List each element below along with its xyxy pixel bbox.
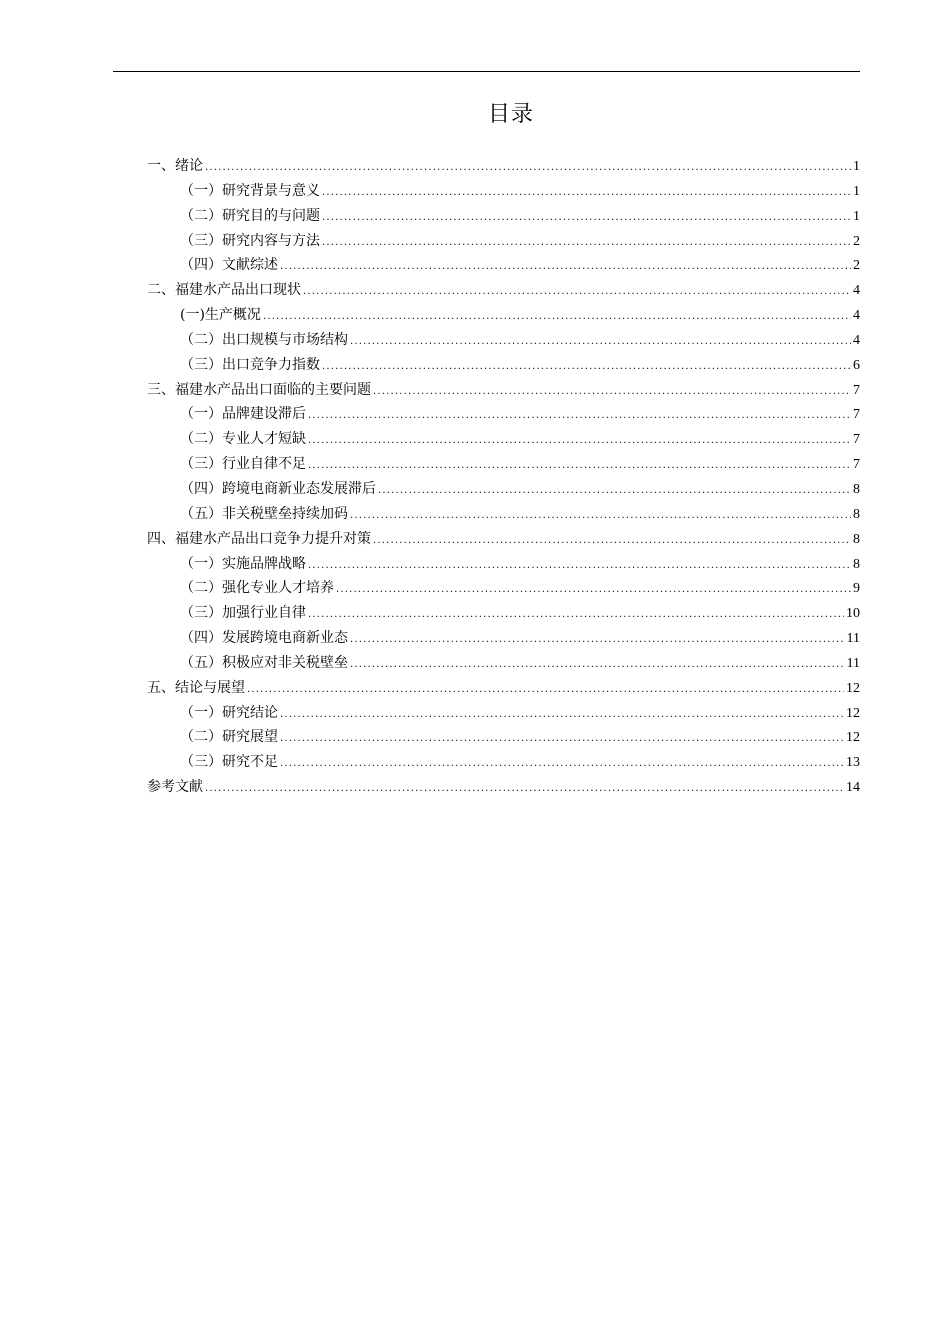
toc-entry-label: （三）研究内容与方法 (180, 232, 320, 249)
toc-page-number: 8 (853, 481, 860, 497)
toc-entry-label: （五）非关税壁垒持续加码 (180, 505, 348, 522)
toc-section-entry[interactable] (147, 179, 860, 204)
toc-dot-leader (308, 411, 851, 421)
toc-dot-leader (205, 163, 851, 173)
toc-dot-leader (322, 238, 851, 248)
toc-section-entry[interactable] (147, 229, 860, 254)
table-of-contents (147, 154, 860, 800)
toc-section-entry[interactable] (147, 576, 860, 601)
toc-chapter-entry[interactable] (147, 154, 860, 179)
toc-page-number: 9 (853, 581, 860, 597)
toc-dot-leader (350, 337, 851, 347)
toc-chapter-entry[interactable] (147, 378, 860, 403)
toc-page-number: 8 (853, 531, 860, 547)
toc-page-number: 8 (853, 506, 860, 522)
toc-entry-label: （三）加强行业自律 (180, 605, 306, 622)
toc-dot-leader (350, 511, 851, 521)
toc-entry-label: （三）行业自律不足 (180, 456, 306, 473)
toc-page-number: 7 (853, 457, 860, 473)
toc-dot-leader (280, 262, 851, 272)
toc-entry-label: 三、福建水产品出口面临的主要问题 (147, 381, 371, 398)
toc-dot-leader (378, 486, 851, 496)
toc-page-number: 10 (846, 606, 860, 622)
toc-entry-label: （二）强化专业人才培养 (180, 580, 334, 597)
page-title: 目录 (487, 102, 534, 127)
toc-page-number: 11 (846, 655, 860, 671)
toc-dot-leader (308, 610, 844, 620)
toc-dot-leader (350, 660, 845, 670)
toc-section-entry[interactable] (147, 502, 860, 527)
toc-dot-leader (280, 710, 844, 720)
toc-entry-label: （三）出口竞争力指数 (180, 356, 320, 373)
toc-entry-label: （二）研究展望 (180, 729, 278, 746)
toc-entry-label: （一）研究结论 (180, 704, 278, 721)
toc-entry-label: (一)生产概况 (180, 307, 261, 324)
toc-dot-leader (308, 436, 851, 446)
toc-page-number: 11 (846, 631, 860, 647)
toc-entry-label: （二）出口规模与市场结构 (180, 331, 348, 348)
toc-entry-label: （一）实施品牌战略 (180, 555, 306, 572)
toc-entry-label: （四）文献综述 (180, 257, 278, 274)
toc-entry-label: 参考文献 (147, 779, 203, 796)
toc-entry-label: （二）研究目的与问题 (180, 207, 320, 224)
toc-entry-label: （二）专业人才短缺 (180, 431, 306, 448)
toc-entry-label: （三）研究不足 (180, 754, 278, 771)
toc-dot-leader (303, 287, 851, 297)
toc-section-entry[interactable] (147, 204, 860, 229)
toc-section-entry[interactable] (147, 303, 860, 328)
toc-entry-label: （一）品牌建设滞后 (180, 406, 306, 423)
toc-dot-leader (308, 561, 851, 571)
toc-entry-label: 一、绪论 (147, 158, 203, 174)
toc-chapter-entry[interactable] (147, 676, 860, 701)
toc-dot-leader (322, 213, 851, 223)
toc-section-entry[interactable] (147, 601, 860, 626)
toc-section-entry[interactable] (147, 402, 860, 427)
toc-entry-label: （四）跨境电商新业态发展滞后 (180, 480, 376, 497)
toc-page-number: 8 (853, 556, 860, 572)
toc-section-entry[interactable] (147, 452, 860, 477)
toc-section-entry[interactable] (147, 353, 860, 378)
toc-entry-label: 五、结论与展望 (147, 679, 245, 696)
toc-section-entry[interactable] (147, 626, 860, 651)
toc-page-number: 2 (853, 233, 860, 249)
toc-page-number: 1 (853, 159, 860, 174)
toc-dot-leader (247, 685, 844, 695)
toc-dot-leader (336, 585, 851, 595)
toc-dot-leader (373, 387, 851, 397)
toc-dot-leader (280, 759, 844, 769)
toc-page-number: 1 (853, 183, 860, 199)
toc-dot-leader (322, 362, 851, 372)
toc-page-number: 7 (853, 382, 860, 398)
toc-dot-leader (308, 461, 851, 471)
toc-page-number: 6 (853, 357, 860, 373)
toc-dot-leader (280, 734, 844, 744)
toc-page-number: 13 (846, 755, 860, 771)
toc-section-entry[interactable] (147, 427, 860, 452)
toc-entry-label: （五）积极应对非关税壁垒 (180, 654, 348, 671)
toc-chapter-entry[interactable] (147, 278, 860, 303)
toc-page-number: 7 (853, 432, 860, 448)
toc-dot-leader (263, 312, 851, 322)
toc-dot-leader (322, 188, 851, 198)
toc-section-entry[interactable] (147, 253, 860, 278)
toc-page-number: 1 (853, 208, 860, 224)
toc-page-number: 12 (846, 680, 860, 696)
toc-chapter-entry[interactable] (147, 527, 860, 552)
toc-section-entry[interactable] (147, 552, 860, 577)
toc-entry-label: （四）发展跨境电商新业态 (180, 630, 348, 647)
toc-section-entry[interactable] (147, 328, 860, 353)
toc-entry-label: 二、福建水产品出口现状 (147, 282, 301, 299)
toc-section-entry[interactable] (147, 750, 860, 775)
toc-page-number: 4 (853, 332, 860, 348)
toc-chapter-entry[interactable] (147, 775, 860, 800)
toc-section-entry[interactable] (147, 651, 860, 676)
toc-page-number: 14 (846, 780, 860, 796)
toc-entry-label: （一）研究背景与意义 (180, 182, 320, 199)
toc-page-number: 7 (853, 407, 860, 423)
header-rule (113, 71, 860, 72)
toc-section-entry[interactable] (147, 725, 860, 750)
toc-page-number: 2 (853, 258, 860, 274)
toc-dot-leader (373, 536, 851, 546)
toc-page-number: 4 (853, 308, 860, 324)
toc-page-number: 12 (846, 705, 860, 721)
toc-section-entry[interactable] (147, 701, 860, 726)
toc-dot-leader (350, 635, 845, 645)
toc-page-number: 12 (846, 730, 860, 746)
toc-dot-leader (205, 784, 844, 794)
toc-entry-label: 四、福建水产品出口竞争力提升对策 (147, 530, 371, 547)
toc-page-number: 4 (853, 283, 860, 299)
toc-section-entry[interactable] (147, 477, 860, 502)
